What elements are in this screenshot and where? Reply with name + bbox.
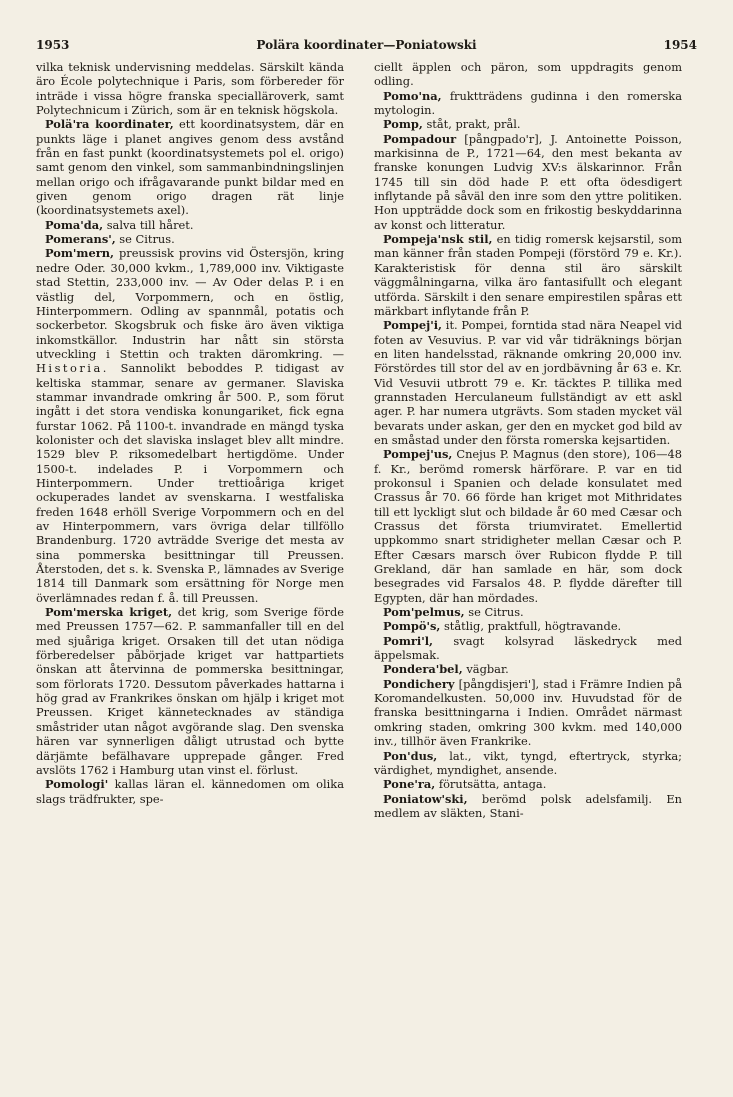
running-title: Polära koordinater—Poniatowski (256, 38, 477, 52)
page-number-right: 1954 (663, 38, 697, 52)
right-column (374, 60, 682, 820)
left-column (36, 60, 344, 806)
headword: Polä'ra koordinater, (45, 117, 174, 132)
entry-pommerska-kriget: Pom'merska kriget, det krig, som Sverige förde med Preussen 1757—62. P. sammanfaller till en del med sjuåriga kriget. Orsaken till det utan nödiga förberedelser påbörjade kriget var hattpartiets önskan att återvinna de pommerska besittningar, som förlorats 1720. Dessutom påverkades hattarna i hög grad av Frankrikes önskan om hjälp i kriget mot Preussen. Kriget kännetecknades av ständiga småstrider utan något avgörande slag. Den svenska hären var synnerligen dåligt utrustad och bytte därjämte befälhavare upprepade gånger. Fred avslöts 1762 i Hamburg utan vinst el. förlust. (36, 605, 344, 777)
page-header (36, 38, 697, 56)
entry-pondus: Pon'dus, lat., vikt, tyngd, eftertryck, styrka; värdighet, myndighet, ansende. (374, 748, 682, 777)
headword: Poma'da, (45, 217, 104, 232)
headword: Pompeja'nsk stil, (383, 232, 493, 247)
entry-polara-koordinater: Polä'ra koordinater, ett koordinatsystem, där en punkts läge i planet angives genom dess avstånd från en fast punkt (koordinatsystemets pol el. origo) samt genom den vinkel, som sammanbindningslinjen mellan origo och ifrågavarande punkt bildar med en given genom origo dragen rät linje (koordinatsystemets axel). (36, 117, 344, 218)
entry-pompejus: Pompej'us, Cnejus P. Magnus (den store), 106—48 f. Kr., berömd romersk härförare. P. var en tid prokonsul i Spanien och delade konsulatet med Crassus år 70. 66 förde han kriget mot Mithridates till ett lyckligt slut och bildade år 60 med Cæsar och Crassus det första triumviratet. Emellertid uppkommo snart stridigheter mellan Cæsar och P. Efter Cæsars marsch över Rubicon flydde P. till Grekland, där han samlade en här, som dock besegrades vid Farsalos 48. P. flydde därefter till Egypten, där han mördades. (374, 447, 682, 605)
headword: Pompadour (383, 131, 457, 146)
entry-pomologi: Pomologi' kallas läran el. kännedomen om olika slags trädfrukter, spe- (36, 777, 344, 806)
headword: Pomologi' (45, 777, 109, 792)
headword: Pondichery (383, 676, 455, 691)
headword: Pom'merska kriget, (45, 605, 173, 620)
headword: Pom'pelmus, (383, 605, 465, 620)
entry-pompos: Pompö's, ståtlig, praktfull, högtravande. (383, 619, 622, 634)
entry-pomp: Pomp, ståt, prakt, prål. (383, 117, 521, 132)
spaced-subheading: Historia. (36, 361, 109, 376)
headword: Pondera'bel, (383, 662, 463, 677)
headword: Pompej'i, (383, 318, 443, 333)
headword: Pompö's, (383, 619, 441, 634)
headword: Pomerans', (45, 232, 116, 247)
entry-ponderabel: Pondera'bel, vägbar. (383, 662, 509, 677)
headword: Pom'mern, (45, 246, 114, 261)
entry-pompejansk-stil: Pompeja'nsk stil, en tidig romersk kejsarstil, som man känner från staden Pompeji (förstörd 79 e. Kr.). Karakteristisk för denna stil äro särskilt väggmålningarna, vilka äro fantasifullt och elegant utförda. Särskilt i den senare empirestilen spåras ett märkbart inflytande från P. (374, 232, 682, 318)
entry-pomerans: Pomerans', se Citrus. (45, 232, 175, 247)
entry-pompeji: Pompej'i, it. Pompei, forntida stad nära Neapel vid foten av Vesuvius. P. var vid vår tidräknings början en liten handelsstad, räknande omkring 20,000 inv. Förstördes till stor del av en jordbävning år 63 e. Kr. Vid Vesuvii utbrott 79 e. Kr. täcktes P. tillika med grannstaden Herculaneum fullständigt av ett askl ager. P. har numera utgrävts. Som staden mycket väl bevarats under askan, ger den en mycket god bild av en småstad under den första romerska kejsartiden. (374, 318, 682, 447)
entry-pondichery: Pondichery [pångdisjeri'], stad i Främre Indien på Koromandelkusten. 50,000 inv. Huvudstad för de franska besittningarna i Indien. Området närmast omkring staden, omkring 300 kvkm. med 140,000 inv., tillhör även Frankrike. (374, 676, 682, 749)
entry-poniatowski: Poniatow'ski, berömd polsk adelsfamilj. En medlem av släkten, Stani- (374, 791, 682, 820)
entry-pomona: Pomo'na, fruktträdens gudinna i den romerska mytologin. (374, 88, 682, 118)
headword: Pone'ra, (383, 777, 436, 792)
headword: Pompej'us, (383, 447, 453, 462)
entry-ponera: Pone'ra, förutsätta, antaga. (383, 777, 547, 792)
entry-pomada: Poma'da, salva till håret. (45, 217, 194, 232)
headword: Pon'dus, (383, 748, 438, 763)
headword: Pomo'na, (383, 88, 442, 103)
page-number-left: 1953 (36, 38, 70, 52)
entry-continuation: vilka teknisk undervisning meddelas. Särskilt kända äro École polytechnique i Paris, som förbereder för inträde i vissa högre franska specialläroverk, samt Polytechnicum i Zürich, som är en teknisk högskola. (36, 60, 344, 118)
entry-pommern: Pom'mern, preussisk provins vid Östersjön, kring nedre Oder. 30,000 kvkm., 1,789,000 inv. Viktigaste stad Stettin, 233,000 inv. — Av Oder delas P. i en västlig del, Vorpommern, och en östlig, Hinterpommern. Odling av spannmål, potatis och sockerbetor. Skogsbruk och fiske äro även viktiga inkomstkällor. Industrin har nått sin största utveckling i Stettin och trakten däromkring. — Historia. Sannolikt beboddes P. tidigast av keltiska stammar, senare av germaner. Slaviska stammar invandrade omkring år 500. P., som förut ingått i det stora vendiska konungariket, fick egna furstar 1062. På 1100-t. invandrade en mängd tyska kolonister och det slaviska inslaget blev allt mindre. 1529 blev P. riksomedelbart hertigdöme. Under 1500-t. indelades P. i Vorpommern och Hinterpommern. Under trettioåriga kriget ockuperades landet av svenskarna. I westfaliska freden 1648 erhöll Sverige Vorpommern och en del av Hinterpommern, vars övriga delar tillföllo Brandenburg. 1720 avträdde Sverige det mesta av sina pommerska besittningar till Preussen. Återstoden, det s. k. Svenska P., lämnades av Sverige 1814 till Danmark som ersättning för Norge men överlämnades redan f. å. till Preussen. (36, 246, 344, 605)
entry-pompadour: Pompadour [pångpado'r], J. Antoinette Poisson, markisinna de P., 1721—64, den mest bekanta av franske konungen Ludvig XV:s älskarinnor. Från 1745 till sin död hade P. ett ofta ödesdigert inflytande på såväl den inre som den yttre politiken. Hon uppträdde dock som en frikostig beskyddarinna av konst och litteratur. (374, 131, 682, 232)
entry-pompelmus: Pom'pelmus, se Citrus. (383, 605, 524, 620)
headword: Poniatow'ski, (383, 791, 468, 806)
entry-continuation: ciellt äpplen och päron, som uppdragits genom odling. (374, 60, 682, 89)
headword: Pomp, (383, 117, 423, 132)
headword: Pomri'l, (383, 633, 434, 648)
entry-pomril: Pomri'l, svagt kolsyrad läskedryck med äppelsmak. (374, 633, 682, 663)
